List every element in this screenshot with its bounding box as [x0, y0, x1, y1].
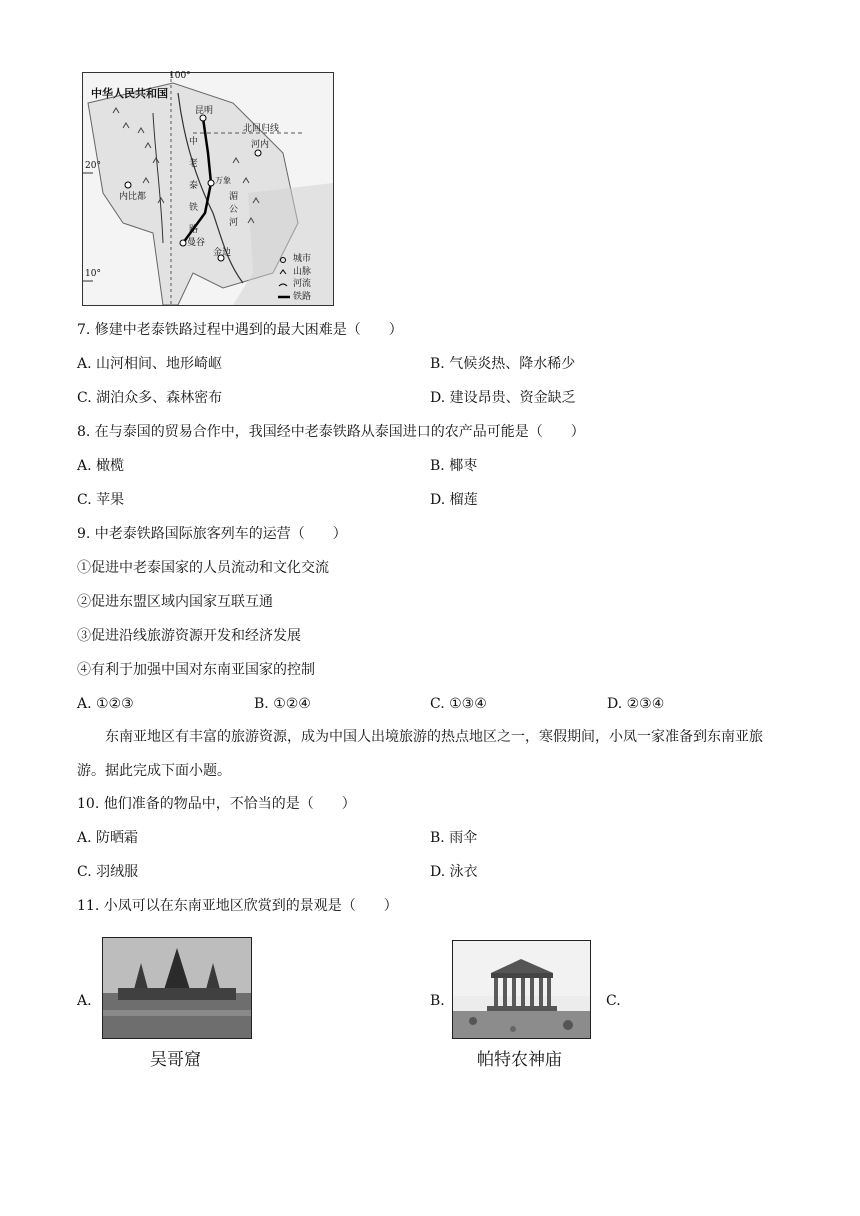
map-latitude-20: 20°	[85, 161, 101, 171]
q9-stem: 9. 中老泰铁路国际旅客列车的运营（ ）	[77, 526, 347, 542]
map-city-label: 金边	[213, 248, 232, 258]
map-river-label: 湄公河	[229, 192, 239, 228]
q8-option-a: A. 橄榄	[77, 458, 125, 474]
q9-option-b: B. ①②④	[254, 696, 311, 712]
angkor-wat-photo	[102, 937, 252, 1039]
legend-mountain: 山脉	[293, 266, 312, 277]
map-railway-label	[189, 131, 199, 241]
reading-passage: 东南亚地区有丰富的旅游资源，成为中国人出境旅游的热点地区之一，寒假期间，小凤一家准备到东南亚旅游。据此完成下面小题。	[77, 729, 763, 779]
q8-stem: 8. 在与泰国的贸易合作中，我国经中老泰铁路从泰国进口的农产品可能是（ ）	[77, 424, 585, 440]
map-city-label: 万象	[215, 176, 231, 185]
q10-option-d: D. 泳衣	[430, 864, 478, 880]
q10-option-b: B. 雨伞	[430, 830, 478, 846]
railway-char: 泰	[189, 181, 199, 191]
q7-option-c: C. 湖泊众多、森林密布	[77, 390, 223, 406]
railway-char: 路	[189, 225, 199, 235]
q7-stem: 7. 修建中老泰铁路过程中遇到的最大困难是（ ）	[77, 322, 403, 338]
q11-option-a: A.	[77, 993, 92, 1009]
railway-char: 中	[189, 137, 199, 147]
legend-city: 城市	[293, 254, 312, 264]
map-city-label: 曼谷	[187, 238, 206, 248]
railway-char: 铁	[189, 203, 199, 213]
q9-option-d: D. ②③④	[607, 696, 665, 712]
map-city-label: 内比都	[119, 192, 147, 202]
map-tropic-label: 北回归线	[243, 124, 280, 134]
map-city-label: 昆明	[195, 106, 214, 116]
map-longitude-label: 100°	[169, 71, 191, 81]
q9-option-c: C. ①③④	[430, 696, 487, 712]
q11-option-b: B.	[430, 993, 445, 1009]
q9-statement-2: ②促进东盟区域内国家互联互通	[77, 594, 273, 610]
map-legend	[293, 253, 311, 303]
q9-statement-4: ④有利于加强中国对东南亚国家的控制	[77, 662, 315, 678]
q9-statement-1: ①促进中老泰国家的人员流动和文化交流	[77, 560, 329, 576]
q10-option-c: C. 羽绒服	[77, 864, 139, 880]
legend-railway: 铁路	[293, 291, 312, 302]
southeast-asia-map	[82, 72, 334, 306]
q9-option-a: A. ①②③	[77, 696, 134, 712]
caption-parthenon: 帕特农神庙	[477, 1050, 562, 1070]
q8-option-b: B. 椰枣	[430, 458, 478, 474]
q7-option-a: A. 山河相间、地形崎岖	[77, 356, 223, 372]
q9-statement-3: ③促进沿线旅游资源开发和经济发展	[77, 628, 301, 644]
q8-option-d: D. 榴莲	[430, 492, 478, 508]
map-country-label: 中华人民共和国	[91, 87, 168, 100]
parthenon-photo	[452, 940, 591, 1039]
caption-angkor-wat: 吴哥窟	[150, 1050, 201, 1070]
q7-option-d: D. 建设昂贵、资金缺乏	[430, 390, 576, 406]
q8-option-c: C. 苹果	[77, 492, 125, 508]
q10-option-a: A. 防晒霜	[77, 830, 139, 846]
map-city-label: 河内	[251, 140, 270, 150]
angkor-wat-image	[103, 938, 251, 1038]
q7-option-b: B. 气候炎热、降水稀少	[430, 356, 576, 372]
legend-river: 河流	[293, 279, 312, 289]
map-latitude-10: 10°	[85, 269, 101, 279]
q10-stem: 10. 他们准备的物品中，不恰当的是（ ）	[77, 796, 356, 812]
q11-stem: 11. 小凤可以在东南亚地区欣赏到的景观是（ ）	[77, 898, 398, 914]
parthenon-image	[453, 941, 590, 1038]
railway-char: 老	[189, 159, 199, 169]
q11-option-c: C.	[606, 993, 621, 1009]
